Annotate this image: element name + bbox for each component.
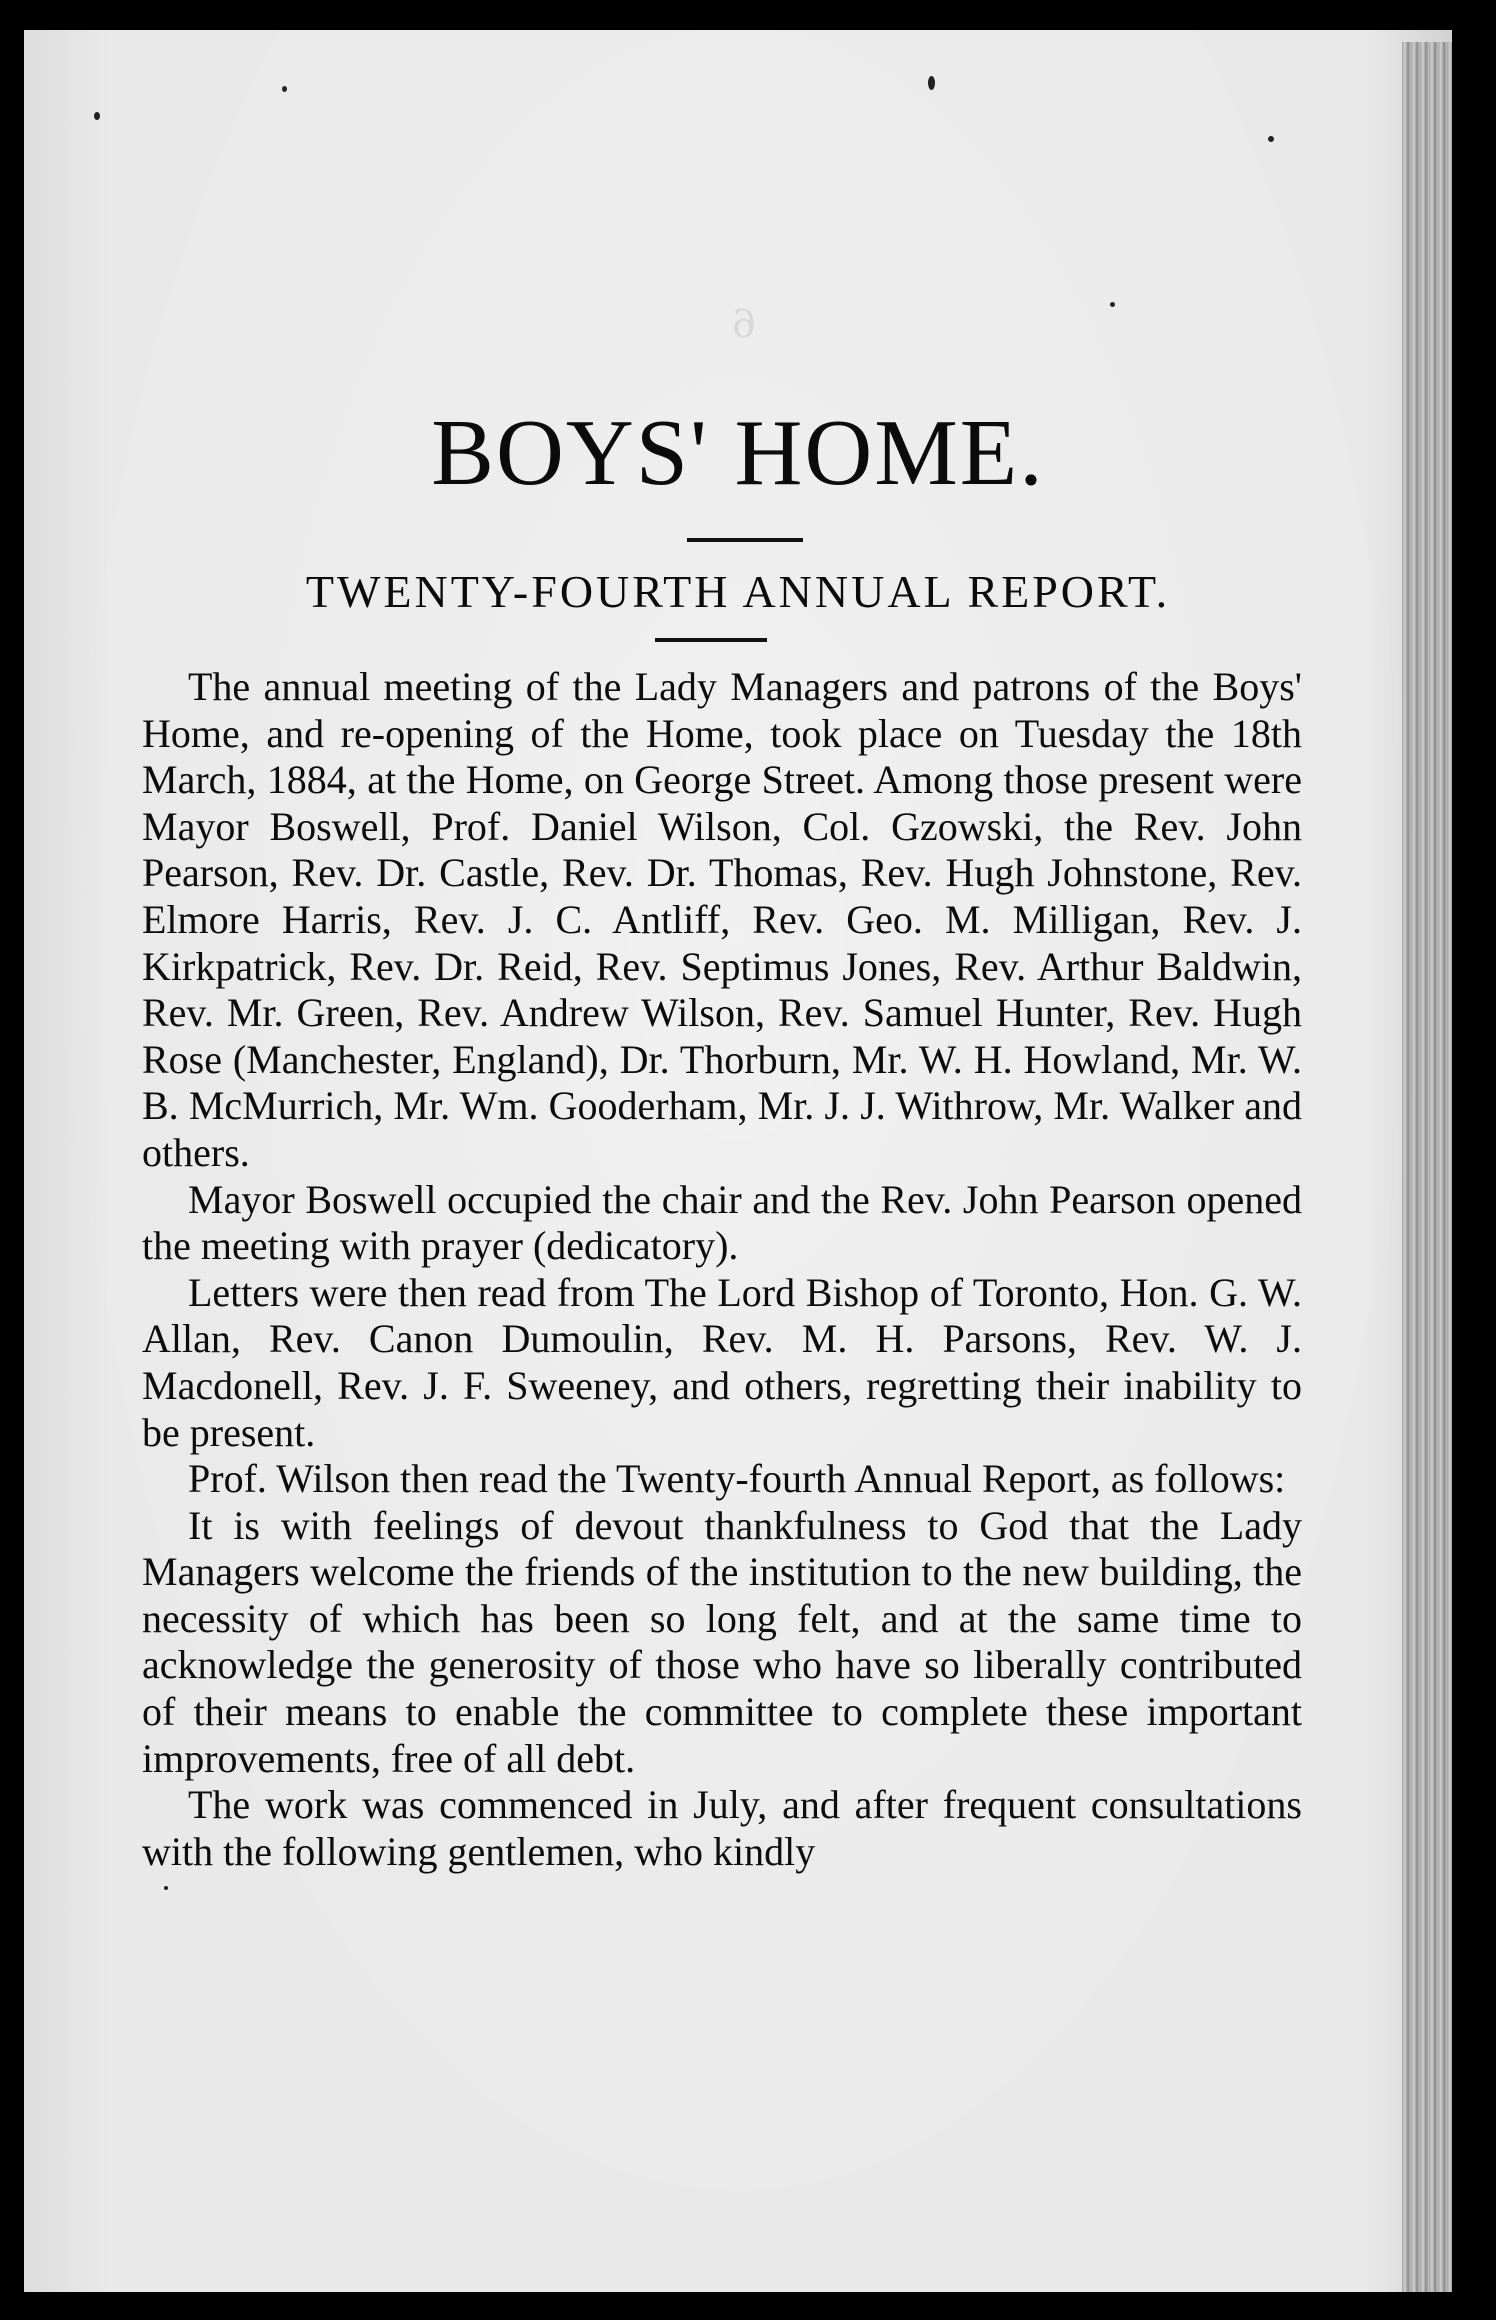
ink-speck: [1110, 302, 1115, 307]
report-body: [142, 664, 1302, 1875]
subtitle-rule: [655, 638, 767, 642]
book-page: [24, 30, 1452, 2292]
ink-speck: [928, 76, 935, 90]
paragraph-meeting-attendees: The annual meeting of the Lady Managers and patrons of the Boys' Home, and re-opening of the Home, took place on Tuesday the 18th March, 1884, at the Home, on George Street. Among those present were Mayor Boswell, Prof. Daniel Wilson, Col. Gzowski, the Rev. John Pearson, Rev. Dr. Castle, Rev. Dr. Thomas, Rev. Hugh Johnstone, Rev. Elmore Harris, Rev. J. C. Antliff, Rev. Geo. M. Milligan, Rev. J. Kirkpatrick, Rev. Dr. Reid, Rev. Septimus Jones, Rev. Arthur Baldwin, Rev. Mr. Green, Rev. Andrew Wilson, Rev. Samuel Hunter, Rev. Hugh Rose (Manchester, England), Dr. Thorburn, Mr. W. H. Howland, Mr. W. B. McMurrich, Mr. Wm. Gooderham, Mr. J. J. Withrow, Mr. Walker and others.: [142, 664, 1302, 1175]
report-subtitle: TWENTY-FOURTH ANNUAL REPORT.: [305, 566, 1171, 617]
show-through-text: [174, 300, 1314, 378]
paragraph-report-intro: Prof. Wilson then read the Twenty-fourth Annual Report, as follows:: [188, 1456, 1286, 1502]
ink-speck: [1268, 136, 1274, 142]
ink-speck: [94, 112, 100, 120]
show-through-page-number: 6: [731, 302, 757, 346]
ink-speck: [164, 1886, 168, 1890]
page-edge-stack: [1402, 42, 1452, 2292]
page-title: BOYS' HOME.: [431, 401, 1045, 505]
paragraph-work-commenced: The work was commenced in July, and after frequent consultations with the following gentlemen, who kindly: [142, 1782, 1302, 1874]
paragraph-chair: Mayor Boswell occupied the chair and the Rev. John Pearson opened the meeting with prayer (dedicatory).: [142, 1176, 1302, 1269]
title-rule: [687, 538, 803, 542]
ink-speck: [282, 86, 287, 92]
paragraph-letters: Letters were then read from The Lord Bishop of Toronto, Hon. G. W. Allan, Rev. Canon Dumoulin, Rev. M. H. Parsons, Rev. W. J. Macdonell, Rev. J. F. Sweeney, and others, regretting their inability to be present.: [142, 1269, 1302, 1455]
paragraph-thankfulness: It is with feelings of devout thankfulness to God that the Lady Managers welcome the friends of the institution to the new building, the necessity of which has been so long felt, and at the same time to acknowledge the generosity of those who have so liberally contributed of their means to enable the committee to complete these important improvements, free of all debt.: [142, 1502, 1302, 1781]
